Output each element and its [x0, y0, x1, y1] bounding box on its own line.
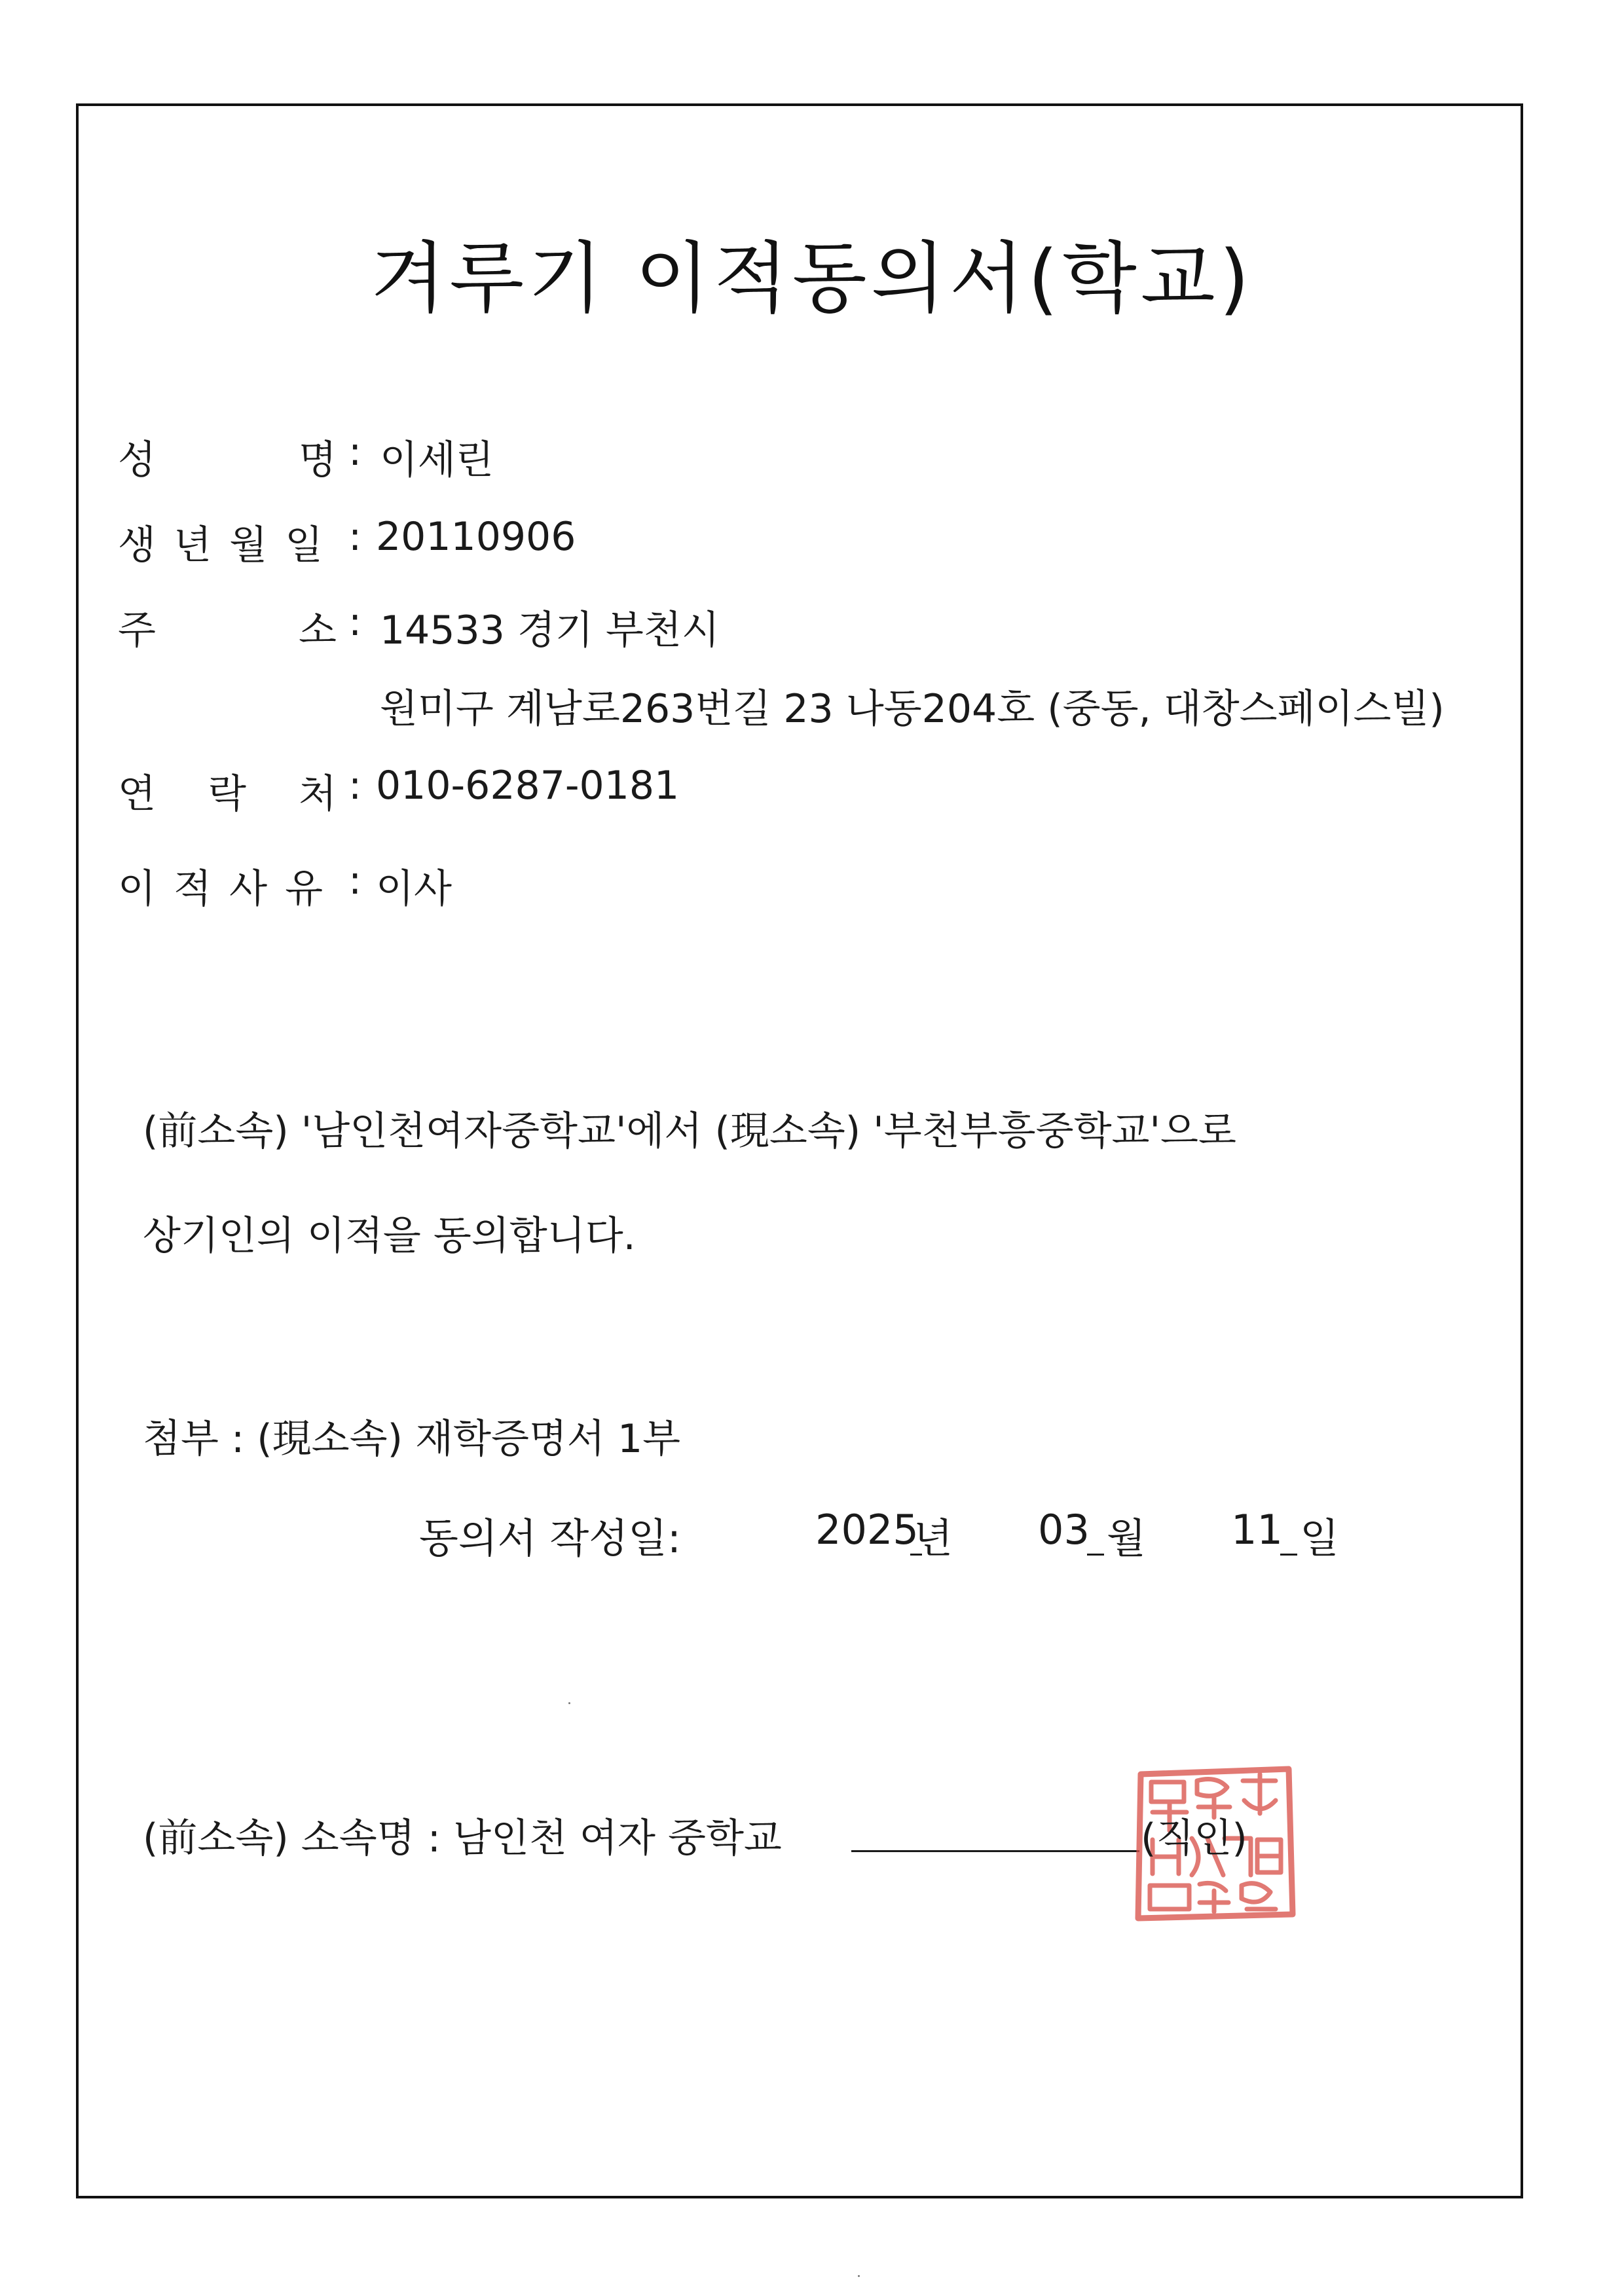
reason-colon: : [348, 858, 362, 903]
name-value: 이세린 [380, 437, 494, 483]
contact-label-3: 처 [299, 771, 337, 817]
contact-label-2: 락 [208, 771, 246, 817]
address-label-1: 주 [118, 608, 156, 653]
birth-value: 20110906 [376, 514, 576, 560]
year-underline [910, 1554, 922, 1556]
signature-prefix: (前소속) 소속명 : 남인천 여자 중학교 [143, 1815, 782, 1861]
reason-label: 이 적 사 유 [118, 866, 326, 912]
statement-line-2: 상기인의 이적을 동의합니다. [143, 1213, 636, 1259]
date-year: 2025 [815, 1506, 919, 1554]
address-line2: 원미구 계남로263번길 23 나동204호 (중동, 대창스페이스빌) [380, 686, 1445, 732]
date-month-unit: 월 [1107, 1514, 1146, 1562]
date-label: 동의서 작성일: [419, 1514, 681, 1562]
name-colon: : [348, 429, 362, 475]
date-month: 03 [1038, 1506, 1090, 1554]
contact-value: 010-6287-0181 [376, 763, 680, 809]
month-underline [1087, 1554, 1104, 1556]
day-underline [1280, 1554, 1297, 1556]
name-label-1: 성 [118, 437, 156, 483]
signature-line [851, 1850, 1139, 1852]
scan-speck [568, 1702, 570, 1704]
date-day: 11 [1231, 1506, 1283, 1554]
name-label-2: 명 [299, 437, 337, 483]
date-day-unit: 일 [1300, 1514, 1339, 1562]
date-year-unit: 년 [913, 1514, 953, 1562]
birth-label: 생 년 월 일 [118, 522, 326, 568]
contact-label-1: 연 [118, 771, 156, 817]
address-colon: : [348, 599, 362, 645]
attachment-line: 첨부 : (現소속) 재학증명서 1부 [143, 1416, 681, 1462]
statement-line-1: (前소속) '남인천여자중학교'에서 (現소속) '부천부흥중학교'으로 [143, 1108, 1236, 1154]
address-line1: 14533 경기 부천시 [380, 608, 720, 653]
document-title: 겨루기 이적동의서(학교) [371, 233, 1253, 323]
contact-colon: : [348, 763, 362, 809]
scan-speck-bottom [858, 2275, 860, 2277]
seal-label: (직인) [1141, 1815, 1247, 1861]
reason-value: 이사 [376, 866, 452, 912]
address-label-2: 소 [299, 608, 337, 653]
birth-colon: : [348, 514, 362, 560]
